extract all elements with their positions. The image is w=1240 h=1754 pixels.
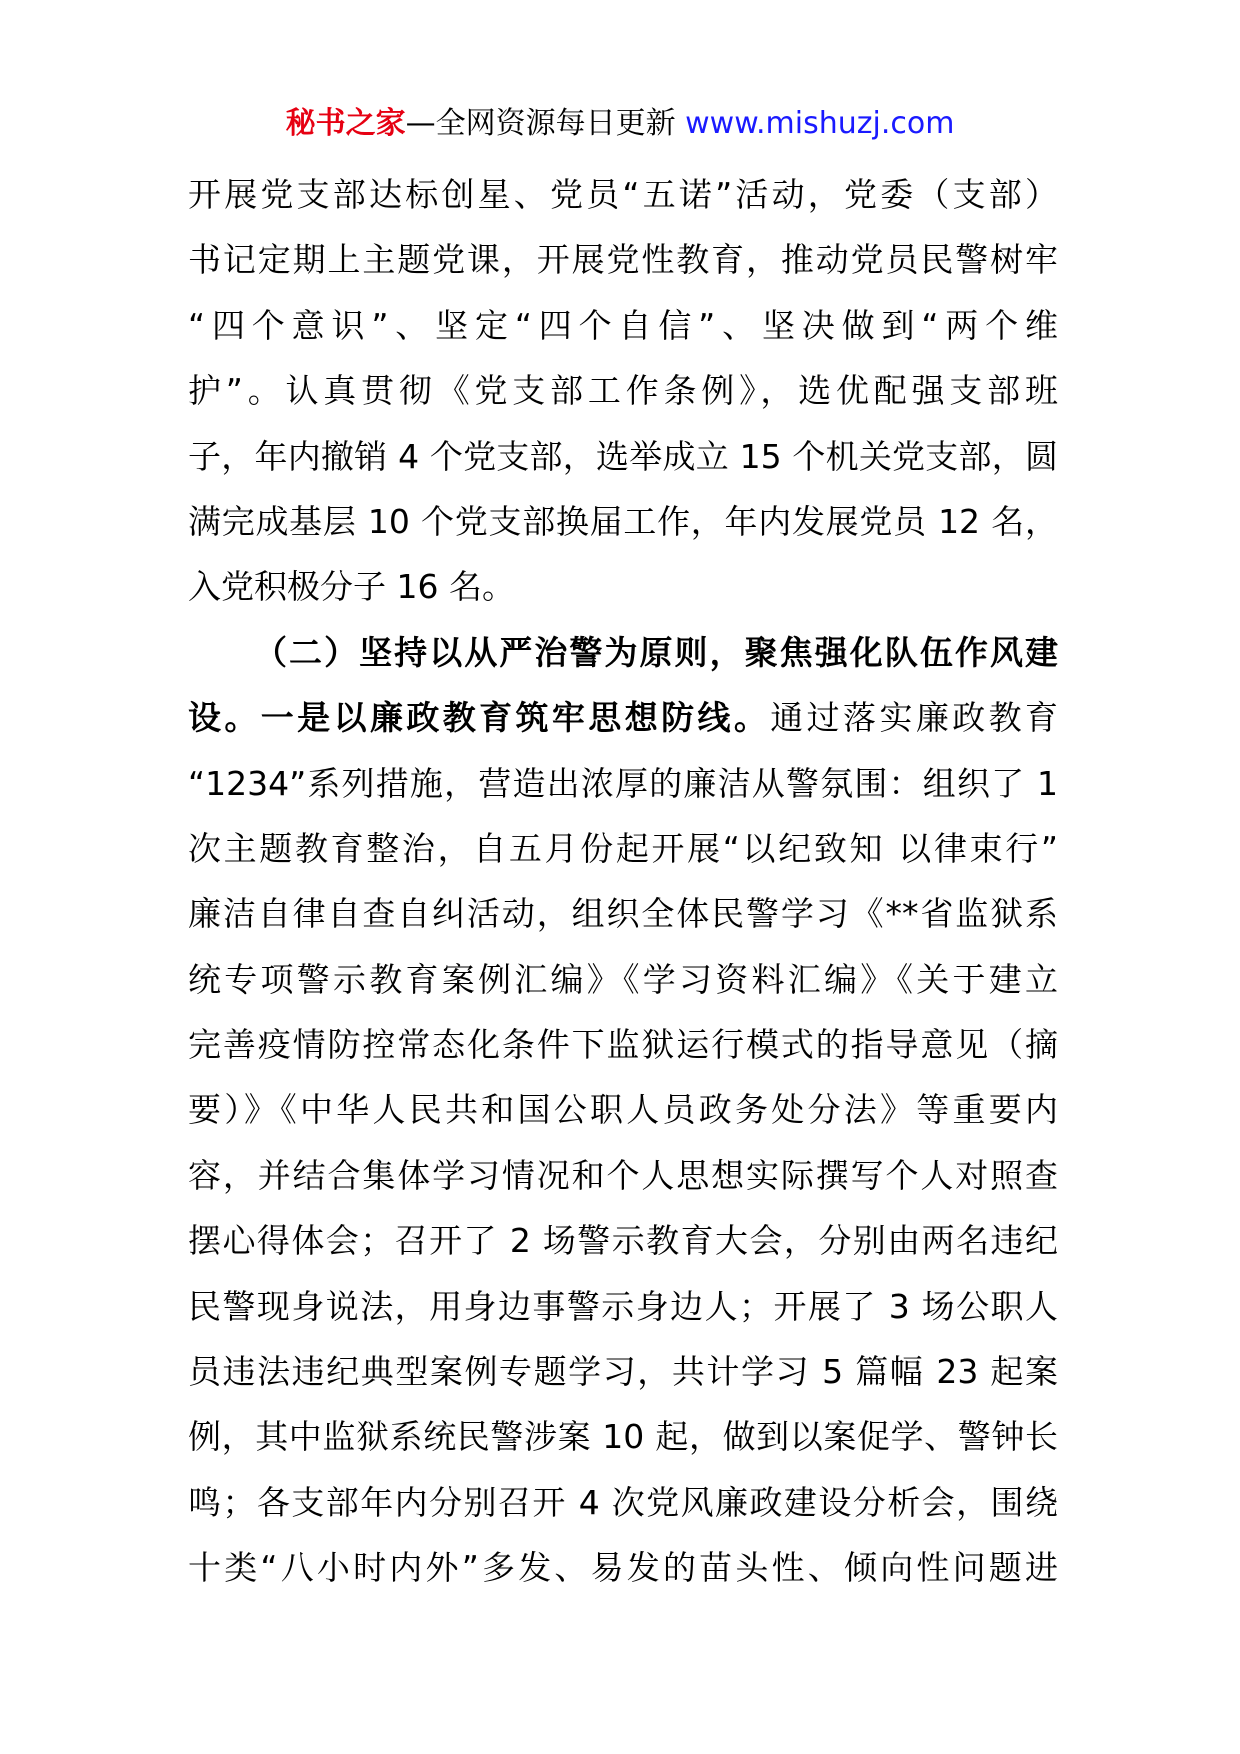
paragraph-line: 完善疫情防控常态化条件下监狱运行模式的指导意见（摘: [188, 1025, 1058, 1065]
paragraph-text: 通过落实廉政教育: [770, 698, 1058, 738]
paragraph-line: 书记定期上主题党课，开展党性教育，推动党员民警树牢: [188, 240, 1058, 280]
paragraph-line: 摆心得体会；召开了 2 场警示教育大会，分别由两名违纪: [188, 1221, 1058, 1261]
paragraph-line: “1234”系列措施，营造出浓厚的廉洁从警氛围：组织了 1: [188, 763, 1058, 803]
site-header: [0, 102, 1240, 146]
paragraph-line: 廉洁自律自查自纠活动，组织全体民警学习《**省监狱系: [188, 894, 1058, 934]
site-url-link[interactable]: www.mishuzj.com: [685, 106, 955, 141]
paragraph-line: 要）》《中华人民共和国公职人员政务处分法》等重要内: [188, 1090, 1058, 1130]
paragraph-line: 十类“八小时内外”多发、易发的苗头性、倾向性问题进: [188, 1548, 1058, 1588]
paragraph-line: 子，年内撤销 4 个党支部，选举成立 15 个机关党支部，圆: [188, 436, 1058, 476]
paragraph-line: “四个意识”、坚定“四个自信”、坚决做到“两个维: [188, 305, 1058, 345]
paragraph-line: 护”。认真贯彻《党支部工作条例》，选优配强支部班: [188, 371, 1058, 411]
paragraph-line: [188, 685, 1058, 750]
paragraph-line: 次主题教育整治，自五月份起开展“以纪致知 以律束行”: [188, 828, 1058, 868]
paragraph-line: 例，其中监狱系统民警涉案 10 起，做到以案促学、警钟长: [188, 1417, 1058, 1457]
site-tagline: —全网资源每日更新: [405, 106, 686, 141]
paragraph-line: 满完成基层 10 个党支部换届工作，年内发展党员 12 名，: [188, 501, 1058, 541]
document-body: [188, 162, 1058, 1601]
subsection-heading: 设。一是以廉政教育筑牢思想防线。: [188, 698, 771, 738]
paragraph-line: 统专项警示教育案例汇编》《学习资料汇编》《关于建立: [188, 959, 1058, 999]
paragraph-line: 民警现身说法，用身边事警示身边人；开展了 3 场公职人: [188, 1286, 1058, 1326]
site-brand: 秘书之家: [285, 106, 406, 141]
paragraph-line: 鸣；各支部年内分别召开 4 次党风廉政建设分析会，围绕: [188, 1482, 1058, 1522]
paragraph-line: 入党积极分子 16 名。: [188, 567, 515, 607]
paragraph-line: 开展党支部达标创星、党员“五诺”活动，党委（支部）: [188, 175, 1058, 214]
paragraph-line: 容，并结合集体学习情况和个人思想实际撰写个人对照查: [188, 1155, 1058, 1195]
section-heading: （二）坚持以从严治警为原则，聚焦强化队伍作风建: [254, 632, 1058, 672]
paragraph-line: 员违法违纪典型案例专题学习，共计学习 5 篇幅 23 起案: [188, 1352, 1058, 1392]
